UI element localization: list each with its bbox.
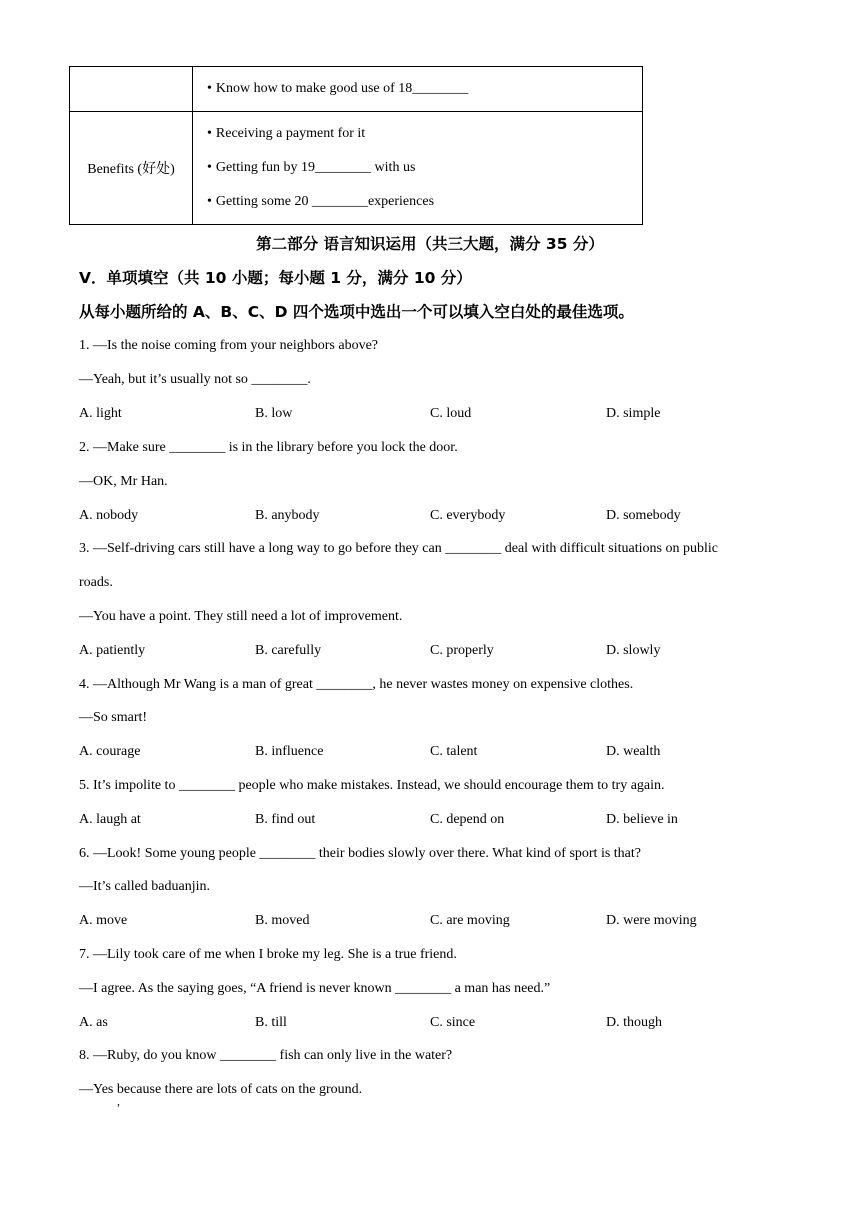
question-7-option-b: B. till xyxy=(255,1015,287,1030)
table-row xyxy=(70,67,643,112)
question-4-reply: —So smart! xyxy=(79,710,148,725)
table-content-cell xyxy=(193,112,643,225)
bullet-icon: • xyxy=(207,126,212,141)
list-item xyxy=(207,117,642,151)
question-3-option-c: C. properly xyxy=(430,643,494,658)
list-item-text: Getting some 20 ________experiences xyxy=(215,194,435,209)
question-4-stem: 4. —Although Mr Wang is a man of great ________, he never wastes money on expensive clothes. xyxy=(79,677,634,692)
question-2-option-a: A. nobody xyxy=(79,508,139,523)
question-8-stem: 8. —Ruby, do you know ________ fish can only live in the water? xyxy=(79,1048,453,1063)
question-5-option-c: C. depend on xyxy=(430,812,505,827)
question-3-option-a: A. patiently xyxy=(79,643,146,658)
question-1-stem: 1. —Is the noise coming from your neighbors above? xyxy=(79,338,378,353)
question-5-option-a: A. laugh at xyxy=(79,812,141,827)
question-5-option-b: B. find out xyxy=(255,812,316,827)
bullet-icon: • xyxy=(207,194,212,209)
question-7-reply: —I agree. As the saying goes, “A friend is never known ________ a man has need.” xyxy=(79,981,551,996)
question-6-option-a: A. move xyxy=(79,913,128,928)
question-7-option-d: D. though xyxy=(606,1015,662,1030)
question-6-option-b: B. moved xyxy=(255,913,310,928)
question-4-option-b: B. influence xyxy=(255,744,324,759)
question-6-option-c: C. are moving xyxy=(430,913,510,928)
list-item-text: Receiving a payment for it xyxy=(215,126,366,141)
table-label-cell-empty xyxy=(70,67,193,112)
question-3-stem: 3. —Self-driving cars still have a long way to go before they can ________ deal with difficult situations on public xyxy=(79,541,718,556)
instructions: 从每小题所给的 A、B、C、D 四个选项中选出一个可以填入空白处的最佳选项。 xyxy=(79,303,634,321)
question-7-option-a: A. as xyxy=(79,1015,108,1030)
question-5-stem: 5. It’s impolite to ________ people who make mistakes. Instead, we should encourage them to try again. xyxy=(79,778,665,793)
question-1-option-d: D. simple xyxy=(606,406,661,421)
question-2-option-c: C. everybody xyxy=(430,508,506,523)
table-row xyxy=(70,112,643,225)
question-2-reply: —OK, Mr Han. xyxy=(79,474,168,489)
question-6-stem: 6. —Look! Some young people ________ their bodies slowly over there. What kind of sport is that? xyxy=(79,846,641,861)
bullet-icon: • xyxy=(207,160,212,175)
question-3-option-d: D. slowly xyxy=(606,643,661,658)
list-item xyxy=(207,72,642,106)
question-4-option-a: A. courage xyxy=(79,744,141,759)
question-6-option-d: D. were moving xyxy=(606,913,697,928)
question-1-option-b: B. low xyxy=(255,406,293,421)
section-title: 第二部分 语言知识运用（共三大题，满分 35 分） xyxy=(256,235,604,253)
stray-comma: , xyxy=(117,1094,120,1108)
question-7-stem: 7. —Lily took care of me when I broke my leg. She is a true friend. xyxy=(79,947,457,962)
question-2-option-b: B. anybody xyxy=(255,508,320,523)
question-2-stem: 2. —Make sure ________ is in the library before you lock the door. xyxy=(79,440,458,455)
question-5-option-d: D. believe in xyxy=(606,812,678,827)
question-8-reply: —Yes because there are lots of cats on the ground. xyxy=(79,1082,363,1097)
question-4-option-c: C. talent xyxy=(430,744,478,759)
question-1-option-c: C. loud xyxy=(430,406,472,421)
list-item-text: Know how to make good use of 18________ xyxy=(215,81,469,96)
question-3-option-b: B. carefully xyxy=(255,643,322,658)
list-item xyxy=(207,151,642,185)
list-item-text: Getting fun by 19________ with us xyxy=(215,160,416,175)
table-content-cell xyxy=(193,67,643,112)
question-2-option-d: D. somebody xyxy=(606,508,681,523)
question-3-reply: —You have a point. They still need a lot of improvement. xyxy=(79,609,403,624)
question-6-reply: —It’s called baduanjin. xyxy=(79,879,211,894)
question-4-option-d: D. wealth xyxy=(606,744,661,759)
question-7-option-c: C. since xyxy=(430,1015,476,1030)
question-1-option-a: A. light xyxy=(79,406,122,421)
part-heading: V．单项填空（共 10 小题；每小题 1 分，满分 10 分） xyxy=(79,269,472,287)
table-label-cell: Benefits (好处) xyxy=(70,112,193,225)
bullet-icon: • xyxy=(207,81,212,96)
benefits-table xyxy=(69,66,643,225)
question-1-reply: —Yeah, but it’s usually not so ________. xyxy=(79,372,311,387)
list-item xyxy=(207,185,642,219)
question-3-stem-continued: roads. xyxy=(79,575,113,590)
